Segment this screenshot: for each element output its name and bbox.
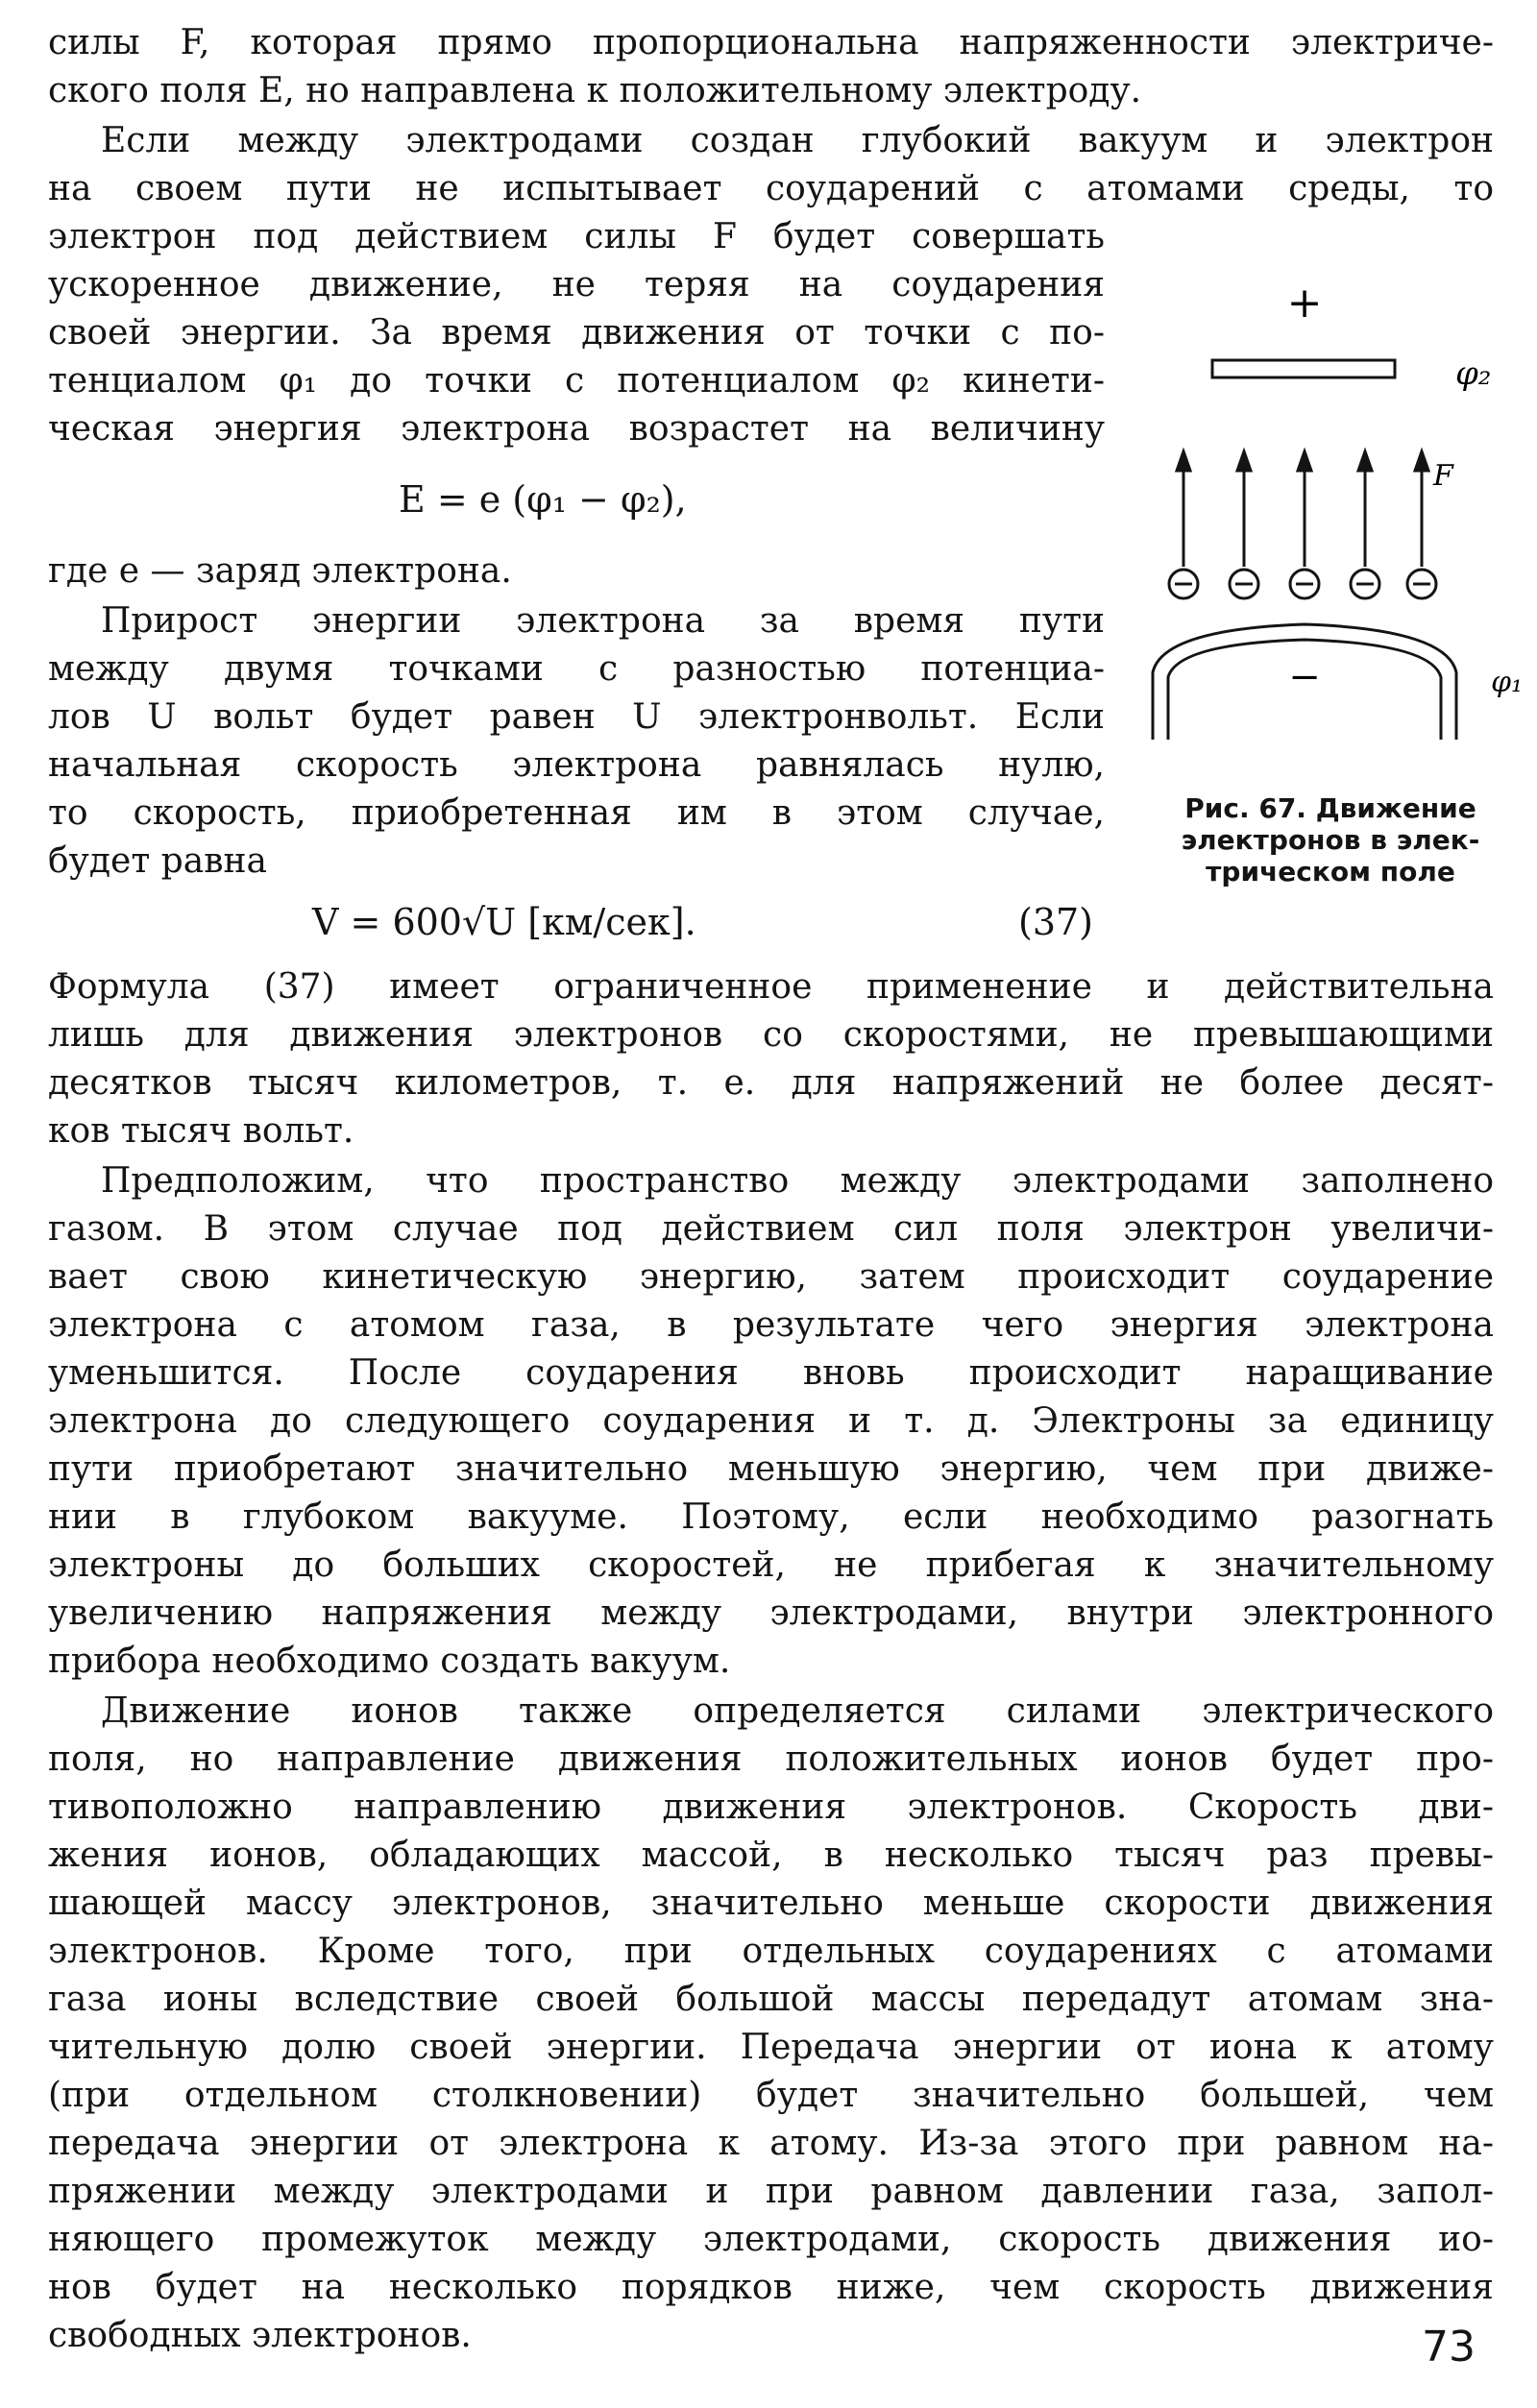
text-line: прибора необходимо создать вакуум. bbox=[48, 1642, 731, 1681]
text-line: ков тысяч вольт. bbox=[48, 1111, 354, 1151]
text-line: лов U вольт будет равен U электронвольт. Если bbox=[48, 697, 1105, 737]
text-line: жения ионов, обладающих массой, в несколько тысяч раз превы- bbox=[48, 1836, 1494, 1875]
caption-line: электронов в элек- bbox=[1181, 824, 1480, 856]
velocity-formula: V = 600√U [км/сек]. bbox=[312, 901, 696, 943]
text-line: увеличению напряжения между электродами, внутри электронного bbox=[48, 1593, 1494, 1633]
phi1-label: φ₁ bbox=[1491, 666, 1524, 699]
text-line: ческая энергия электрона возрастет на величину bbox=[48, 409, 1105, 449]
text-line: электронов. Кроме того, при отдельных соударениях с атомами bbox=[48, 1932, 1494, 1971]
text-line: Движение ионов также определяется силами электрического bbox=[101, 1691, 1494, 1731]
text-line: на своем пути не испытывает соударений с атомами среды, то bbox=[48, 169, 1494, 208]
arrowhead-icon bbox=[1177, 451, 1190, 471]
arrowhead-icon bbox=[1415, 451, 1428, 471]
text-line: Если между электродами создан глубокий вакуум и электрон bbox=[101, 121, 1494, 160]
text-line: между двумя точками с разностью потенциа- bbox=[48, 649, 1105, 689]
arrowhead-icon bbox=[1358, 451, 1372, 471]
energy-formula: E = e (φ₁ − φ₂), bbox=[399, 478, 687, 521]
text-line: будет равна bbox=[48, 841, 267, 881]
text-line: поля, но направление движения положительных ионов будет про- bbox=[48, 1739, 1494, 1779]
arrowhead-icon bbox=[1237, 451, 1251, 471]
text-line: начальная скорость электрона равнялась нулю, bbox=[48, 745, 1105, 785]
text-line: тивоположно направлению движения электронов. Скорость дви- bbox=[48, 1788, 1494, 1827]
force-label: F bbox=[1433, 459, 1453, 493]
text-line: где e — заряд электрона. bbox=[48, 551, 512, 591]
text-line: тенциалом φ₁ до точки с потенциалом φ₂ кинети- bbox=[48, 361, 1105, 401]
text-line: ского поля E, но направлена к положительному электроду. bbox=[48, 71, 1142, 110]
equation-number: (37) bbox=[1018, 901, 1094, 943]
text-line: няющего промежуток между электродами, скорость движения ио- bbox=[48, 2220, 1494, 2259]
text-line: уменьшится. После соударения вновь происходит наращивание bbox=[48, 1353, 1494, 1393]
text-line: нии в глубоком вакууме. Поэтому, если необходимо разогнать bbox=[48, 1497, 1494, 1537]
text-line: электрон под действием силы F будет совершать bbox=[48, 217, 1105, 256]
caption-line: трическом поле bbox=[1206, 856, 1455, 888]
text-line: своей энергии. За время движения от точки с по- bbox=[48, 313, 1105, 353]
text-line: шающей массу электронов, значительно меньше скорости движения bbox=[48, 1884, 1494, 1923]
page-number: 73 bbox=[1422, 2323, 1476, 2372]
text-line: электроны до больших скоростей, не прибегая к значительному bbox=[48, 1545, 1494, 1585]
text-line: ускоренное движение, не теряя на соударения bbox=[48, 265, 1105, 304]
text-line: то скорость, приобретенная им в этом случае, bbox=[48, 793, 1105, 833]
arrowhead-icon bbox=[1298, 451, 1311, 471]
anode-plate bbox=[1212, 360, 1395, 377]
phi2-label: φ₂ bbox=[1455, 354, 1492, 393]
electron-field-figure bbox=[1134, 269, 1537, 768]
text-line: Прирост энергии электрона за время пути bbox=[101, 601, 1105, 641]
text-line: пряжении между электродами и при равном давлении газа, запол- bbox=[48, 2172, 1494, 2211]
text-line: вает свою кинетическую энергию, затем происходит соударение bbox=[48, 1257, 1494, 1297]
figure-caption bbox=[1138, 792, 1523, 888]
text-line: свободных электронов. bbox=[48, 2316, 472, 2355]
plus-label: + bbox=[1286, 279, 1323, 328]
text-line: передача энергии от электрона к атому. Из-за этого при равном на- bbox=[48, 2124, 1494, 2163]
text-line: газа ионы вследствие своей большой массы передадут атомам зна- bbox=[48, 1980, 1494, 2019]
minus-label: − bbox=[1288, 655, 1321, 699]
text-line: газом. В этом случае под действием сил поля электрон увеличи- bbox=[48, 1209, 1494, 1249]
text-line: электрона до следующего соударения и т. д. Электроны за единицу bbox=[48, 1401, 1494, 1441]
text-line: (при отдельном столкновении) будет значительно большей, чем bbox=[48, 2076, 1494, 2115]
text-line: пути приобретают значительно меньшую энергию, чем при движе- bbox=[48, 1449, 1494, 1489]
caption-line: Рис. 67. Движение bbox=[1184, 792, 1476, 824]
text-line: десятков тысяч километров, т. е. для напряжений не более десят- bbox=[48, 1063, 1494, 1103]
text-line: чительную долю своей энергии. Передача энергии от иона к атому bbox=[48, 2028, 1494, 2067]
text-line: Формула (37) имеет ограниченное применение и действительна bbox=[48, 967, 1494, 1007]
text-line: силы F, которая прямо пропорциональна напряженности электриче- bbox=[48, 23, 1494, 62]
text-line: нов будет на несколько порядков ниже, чем скорость движения bbox=[48, 2268, 1494, 2307]
text-line: электрона с атомом газа, в результате чего энергия электрона bbox=[48, 1305, 1494, 1345]
text-line: лишь для движения электронов со скоростями, не превышающими bbox=[48, 1015, 1494, 1055]
text-line: Предположим, что пространство между электродами заполнено bbox=[101, 1161, 1494, 1201]
